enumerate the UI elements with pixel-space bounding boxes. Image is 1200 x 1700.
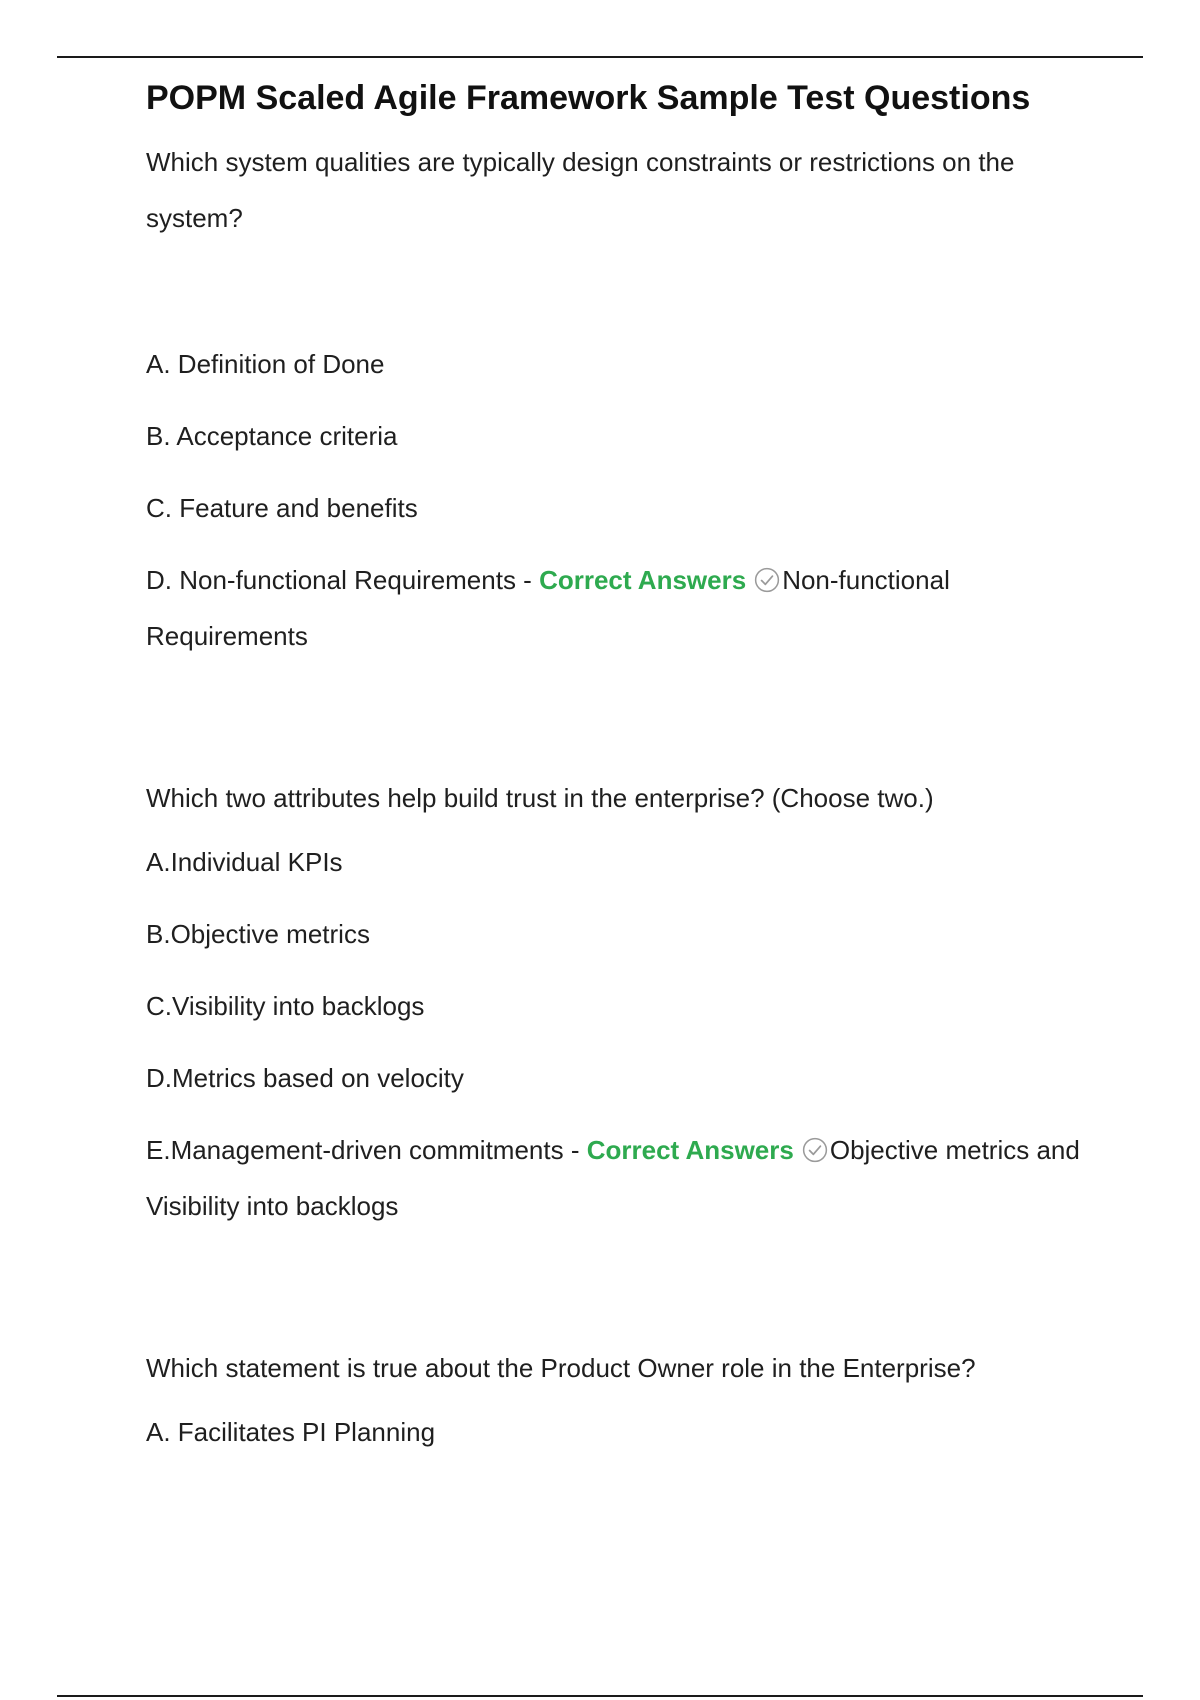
question-text: Which statement is true about the Product Owner role in the Enterprise?	[146, 1353, 976, 1383]
check-circle-icon	[802, 1137, 828, 1163]
option-c: C.Visibility into backlogs	[146, 991, 425, 1021]
option-d-with-answer	[146, 552, 1086, 664]
correct-answers-label: Correct Answers	[586, 1135, 794, 1165]
question-text: Which two attributes help build trust in the enterprise? (Choose two.)	[146, 783, 934, 813]
option-b: B. Acceptance criteria	[146, 421, 398, 451]
check-circle-icon	[754, 567, 780, 593]
question-block-3	[146, 1340, 1086, 1460]
option-e: E.Management-driven commitments -	[146, 1135, 587, 1165]
option-d: D. Non-functional Requirements -	[146, 565, 540, 595]
option-a: A. Definition of Done	[146, 349, 385, 379]
option-a: A.Individual KPIs	[146, 847, 343, 877]
option-d: D.Metrics based on velocity	[146, 1063, 464, 1093]
option-a: A. Facilitates PI Planning	[146, 1417, 436, 1447]
question-text: Which system qualities are typically design constraints or restrictions on the system?	[146, 147, 1015, 233]
answer-text: Non-functional Requirements	[146, 565, 950, 651]
question-block-2	[146, 770, 1086, 1234]
option-c: C. Feature and benefits	[146, 493, 418, 523]
document-body	[146, 76, 1086, 1476]
top-rule	[57, 56, 1143, 58]
correct-answers-label: Correct Answers	[539, 565, 747, 595]
option-b: B.Objective metrics	[146, 919, 370, 949]
answer-text: Objective metrics and Visibility into backlogs	[146, 1135, 1080, 1221]
option-e-with-answer	[146, 1122, 1086, 1234]
bottom-rule	[57, 1695, 1143, 1697]
question-block-1	[146, 134, 1086, 664]
document-title: POPM Scaled Agile Framework Sample Test Questions	[146, 79, 1031, 117]
